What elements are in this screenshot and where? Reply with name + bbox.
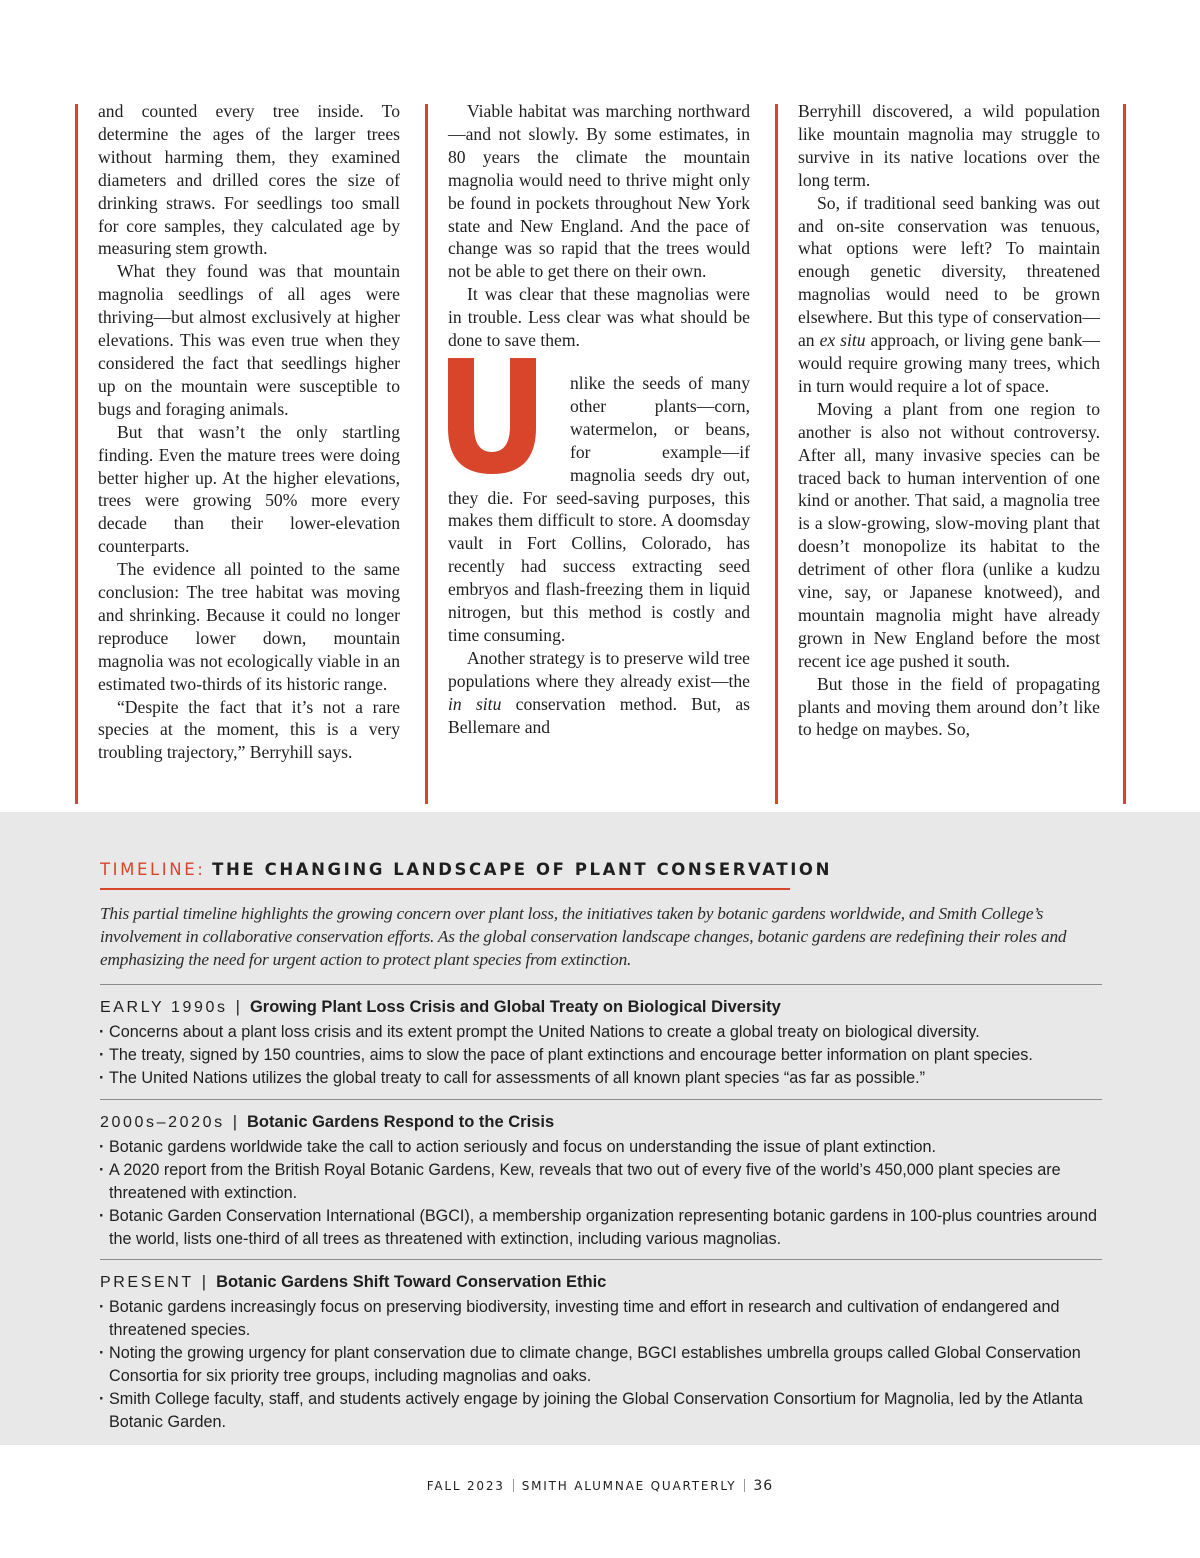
col3-p2-text-end: approach, or living gene bank—would require growing many trees, which in turn would require a lot of space. <box>798 330 1100 396</box>
list-item: · Botanic gardens worldwide take the call to action seriously and focus on understanding the issue of plant extinction. <box>100 1136 1110 1159</box>
timeline-section-early-1990s <box>100 996 1110 1090</box>
col1-paragraph-4: The evidence all pointed to the same conclusion: The tree habitat was moving and shrinking. Because it could no longer reproduce lower down, mountain magnolia was not ecologically viable in an estimated two-thirds of its historic range. <box>98 559 400 694</box>
article-column-3 <box>798 100 1100 741</box>
timeline-heading <box>100 860 832 885</box>
footer-separator <box>744 1479 745 1492</box>
timeline-divider <box>100 984 1102 985</box>
timeline-heading-underline <box>100 888 790 890</box>
article-column-2 <box>448 100 750 738</box>
col2-p4-text-end: conservation method. But, as Bellemare and <box>448 693 750 737</box>
section-heading <box>100 996 1110 1019</box>
timeline-panel <box>0 812 1200 1445</box>
col1-paragraph-1: and counted every tree inside. To determine the ages of the larger trees without harming them, they examined diameters and drilled cores the size of drinking straws. For seedlings too small for core samples, they calculated age by measuring stem growth. <box>98 101 400 259</box>
timeline-section-2000s-2020s <box>100 1111 1110 1251</box>
section-era: 2000s–2020s <box>100 1114 225 1131</box>
timeline-colon: : <box>197 860 204 879</box>
page-footer <box>0 1478 1200 1494</box>
section-title: Botanic Gardens Respond to the Crisis <box>246 1113 555 1131</box>
col3-paragraph-1: Berryhill discovered, a wild population like mountain magnolia may struggle to survive in its native locations over the long term. <box>798 101 1100 190</box>
col2-p4-text-start: Another strategy is to preserve wild tree populations where they already exist—the <box>448 647 750 691</box>
timeline-divider <box>100 1259 1102 1260</box>
col2-paragraph-4 <box>448 647 750 739</box>
col1-paragraph-3: But that wasn’t the only startling finding. Even the mature trees were doing better higher up. At the higher elevations, trees were growing 50% more every decade than their lower-elevation counterparts. <box>98 421 400 557</box>
col3-paragraph-4: But those in the field of propagating plants and moving them around don’t like to hedge on maybes. So, <box>798 673 1100 740</box>
col3-paragraph-2 <box>798 192 1100 398</box>
section-heading <box>100 1111 1110 1134</box>
dropcap-letter-u <box>448 358 556 474</box>
section-title: Botanic Gardens Shift Toward Conservation Ethic <box>216 1273 607 1291</box>
list-item: · The United Nations utilizes the global treaty to call for assessments of all known plant species “as far as possible.” <box>100 1067 1110 1090</box>
list-item: · Botanic gardens increasingly focus on preserving biodiversity, investing time and effort in research and cultivation of endangered and threatened species. <box>100 1296 1110 1342</box>
col2-paragraph-2: It was clear that these magnolias were in trouble. Less clear was what should be done to save them. <box>448 284 750 351</box>
section-era: PRESENT <box>100 1274 194 1291</box>
list-item: · Smith College faculty, staff, and students actively engage by joining the Global Conservation Consortium for Magnolia, led by the Atlanta Botanic Garden. <box>100 1388 1110 1434</box>
col3-p2-text-start: So, if traditional seed banking was out and on-site conservation was tenuous, what options were left? To maintain enough genetic diversity, threatened magnolias would need to be grown elsewhere. But this type of conservation—an <box>798 192 1100 351</box>
col2-paragraph-3: nlike the seeds of many other plants—corn, watermelon, or beans, for example—if magnolia seeds dry out, they die. For seed-saving purposes, this makes them difficult to store. A doomsday vault in Fort Collins, Colorado, has recently had success extracting seed embryos and flash-freezing them in liquid nitrogen, but this method is costly and time consuming. <box>448 372 750 645</box>
section-era: EARLY 1990s <box>100 999 228 1016</box>
dropcap-u-glyph <box>448 358 556 474</box>
article-column-1 <box>98 100 400 764</box>
footer-separator <box>513 1479 514 1492</box>
list-item: · Concerns about a plant loss crisis and its extent prompt the United Nations to create a global treaty on biological diversity. <box>100 1021 1110 1044</box>
column-rule-left <box>75 104 78 804</box>
section-title: Growing Plant Loss Crisis and Global Treaty on Biological Diversity <box>249 998 781 1016</box>
section-bullet-list <box>100 1021 1110 1090</box>
column-rule-right <box>1123 104 1126 804</box>
timeline-section-present <box>100 1271 1110 1434</box>
col1-paragraph-2: What they found was that mountain magnolia seedlings of all ages were thriving—but almost exclusively at higher elevations. This was even true when they considered the fact that seedlings higher up on the mountain were susceptible to bugs and foraging animals. <box>98 261 400 419</box>
list-item: · Botanic Garden Conservation International (BGCI), a membership organization representing botanic gardens in 100-plus countries around the world, lists one-third of all trees as threatened with extinction, including various magnolias. <box>100 1205 1110 1251</box>
column-rule-center-right <box>775 104 778 804</box>
timeline-title: THE CHANGING LANDSCAPE OF PLANT CONSERVATION <box>212 860 832 879</box>
col3-p2-emphasis: ex situ <box>819 330 866 351</box>
col2-p4-emphasis: in situ <box>448 693 502 714</box>
list-item: · Noting the growing urgency for plant conservation due to climate change, BGCI establishes umbrella groups called Global Conservation Consortia for six priority tree groups, including magnolias and oaks. <box>100 1342 1110 1388</box>
footer-issue: FALL 2023 <box>426 1479 505 1493</box>
col1-paragraph-5: “Despite the fact that it’s not a rare species at the moment, this is a very troubling trajectory,” Berryhill says. <box>98 696 400 763</box>
footer-publication: SMITH ALUMNAE QUARTERLY <box>521 1479 737 1493</box>
timeline-intro: This partial timeline highlights the growing concern over plant loss, the initiatives taken by botanic gardens worldwide, and Smith College’s involvement in collaborative conservation efforts. As the global conservation landscape changes, botanic gardens are redefining their roles and emphasizing the need for urgent action to protect plant species from extinction. <box>100 904 1067 969</box>
col3-paragraph-3: Moving a plant from one region to another is also not without controversy. After all, many invasive species can be traced back to human intervention of one kind or another. That said, a magnolia tree is a slow-growing, slow-moving plant that doesn’t monopolize its habitat to the detriment of other flora (unlike a kudzu vine, say, or Japanese knotweed), and mountain magnolia might have already grown in New England before the most recent ice age pushed it south. <box>798 398 1100 671</box>
list-item: · A 2020 report from the British Royal Botanic Gardens, Kew, reveals that two out of every five of the world’s 450,000 plant species are threatened with extinction. <box>100 1159 1110 1205</box>
section-separator: | <box>201 1273 207 1291</box>
timeline-divider <box>100 1099 1102 1100</box>
section-bullet-list <box>100 1136 1110 1251</box>
timeline-label: TIMELINE <box>100 860 198 879</box>
list-item: · The treaty, signed by 150 countries, aims to slow the pace of plant extinctions and encourage better information on plant species. <box>100 1044 1110 1067</box>
section-separator: | <box>232 1113 237 1131</box>
column-rule-center-left <box>425 104 428 804</box>
col2-paragraph-1: Viable habitat was marching northward—and not slowly. By some estimates, in 80 years the climate the mountain magnolia would need to thrive might only be found in pockets throughout New York state and New England. And the pace of change was so rapid that the trees would not be able to get there on their own. <box>448 101 750 282</box>
section-separator: | <box>235 998 240 1016</box>
page-number: 36 <box>753 1478 774 1494</box>
section-bullet-list <box>100 1296 1110 1434</box>
section-heading <box>100 1271 1110 1294</box>
